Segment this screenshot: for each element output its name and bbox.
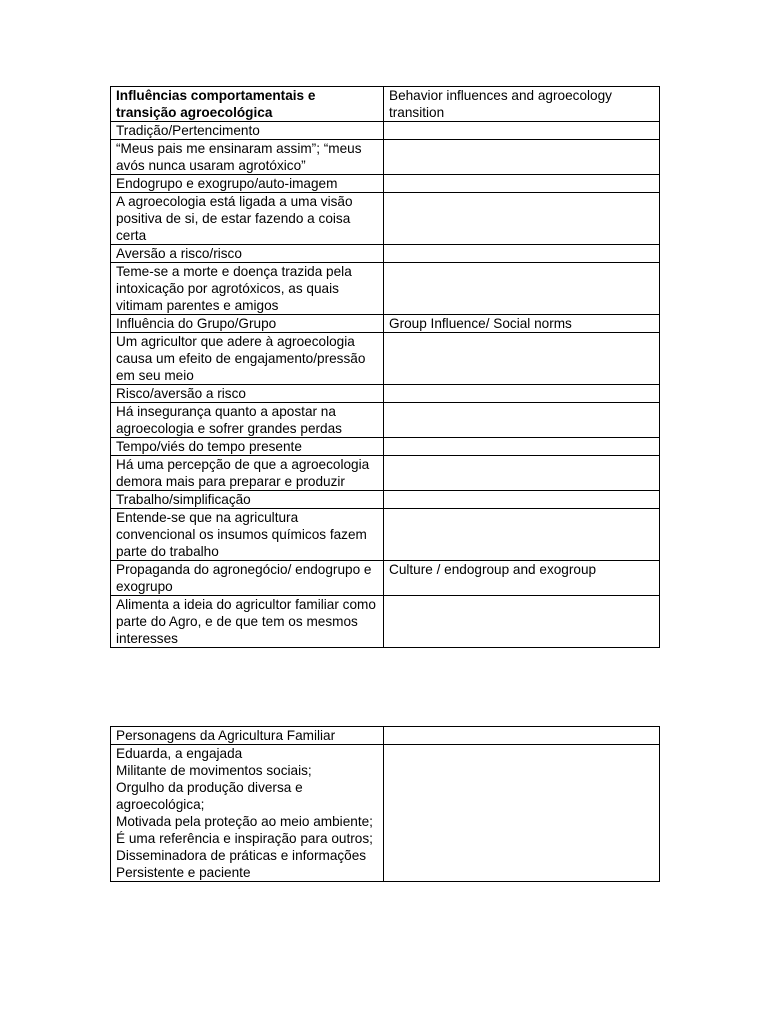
row-translation: [384, 122, 660, 140]
family-farming-characters-table-body: [111, 727, 660, 882]
table-row: [111, 509, 660, 561]
row-translation: [384, 140, 660, 175]
table-row: [111, 561, 660, 596]
row-translation: [384, 456, 660, 491]
row-translation: [384, 509, 660, 561]
row-translation: [384, 403, 660, 438]
table-row: [111, 315, 660, 333]
row-translation: [384, 745, 660, 882]
table-row: [111, 175, 660, 193]
row-translation: [384, 245, 660, 263]
table-row: [111, 403, 660, 438]
row-label: Um agricultor que adere à agroecologia causa um efeito de engajamento/pressão em seu meio: [111, 333, 384, 385]
row-label: Teme-se a morte e doença trazida pela intoxicação por agrotóxicos, as quais vitimam parentes e amigos: [111, 263, 384, 315]
row-label: Risco/aversão a risco: [111, 385, 384, 403]
row-translation: [384, 727, 660, 745]
row-translation: Group Influence/ Social norms: [384, 315, 660, 333]
header-cell-portuguese: Influências comportamentais e transição agroecológica: [111, 87, 384, 122]
table-row: [111, 385, 660, 403]
row-label: Propaganda do agronegócio/ endogrupo e exogrupo: [111, 561, 384, 596]
row-label: Há insegurança quanto a apostar na agroecologia e sofrer grandes perdas: [111, 403, 384, 438]
table-row: [111, 456, 660, 491]
row-translation: [384, 263, 660, 315]
table-row: [111, 140, 660, 175]
row-label: Endogrupo e exogrupo/auto-imagem: [111, 175, 384, 193]
row-label: A agroecologia está ligada a uma visão positiva de si, de estar fazendo a coisa certa: [111, 193, 384, 245]
row-translation: [384, 385, 660, 403]
character-description: Eduarda, a engajada Militante de movimentos sociais; Orgulho da produção diversa e agroecológica; Motivada pela proteção ao meio ambiente; É uma referência e inspiração para outros; Disseminadora de práticas e informações Persistente e paciente: [111, 745, 384, 882]
row-label: Entende-se que na agricultura convencional os insumos químicos fazem parte do trabalho: [111, 509, 384, 561]
row-translation: Culture / endogroup and exogroup: [384, 561, 660, 596]
row-label: Trabalho/simplificação: [111, 491, 384, 509]
table-row: [111, 245, 660, 263]
table-row: [111, 122, 660, 140]
row-translation: [384, 438, 660, 456]
table-row: [111, 193, 660, 245]
table-row: [111, 263, 660, 315]
row-label: Personagens da Agricultura Familiar: [111, 727, 384, 745]
behavior-influences-table-body: [111, 87, 660, 648]
row-label: Alimenta a ideia do agricultor familiar como parte do Agro, e de que tem os mesmos interesses: [111, 596, 384, 648]
row-translation: [384, 193, 660, 245]
row-translation: [384, 491, 660, 509]
table-header-row: [111, 87, 660, 122]
table-row: [111, 596, 660, 648]
header-cell-english: Behavior influences and agroecology transition: [384, 87, 660, 122]
row-label: Influência do Grupo/Grupo: [111, 315, 384, 333]
table-row: [111, 491, 660, 509]
row-label: “Meus pais me ensinaram assim”; “meus avós nunca usaram agrotóxico”: [111, 140, 384, 175]
row-label: Há uma percepção de que a agroecologia demora mais para preparar e produzir: [111, 456, 384, 491]
row-label: Aversão a risco/risco: [111, 245, 384, 263]
row-translation: [384, 333, 660, 385]
table-row: [111, 333, 660, 385]
table-row: [111, 745, 660, 882]
row-translation: [384, 596, 660, 648]
behavior-influences-table: [110, 86, 660, 648]
row-translation: [384, 175, 660, 193]
family-farming-characters-table: [110, 726, 660, 882]
row-label: Tradição/Pertencimento: [111, 122, 384, 140]
row-label: Tempo/viés do tempo presente: [111, 438, 384, 456]
table-row: [111, 438, 660, 456]
table-row: [111, 727, 660, 745]
